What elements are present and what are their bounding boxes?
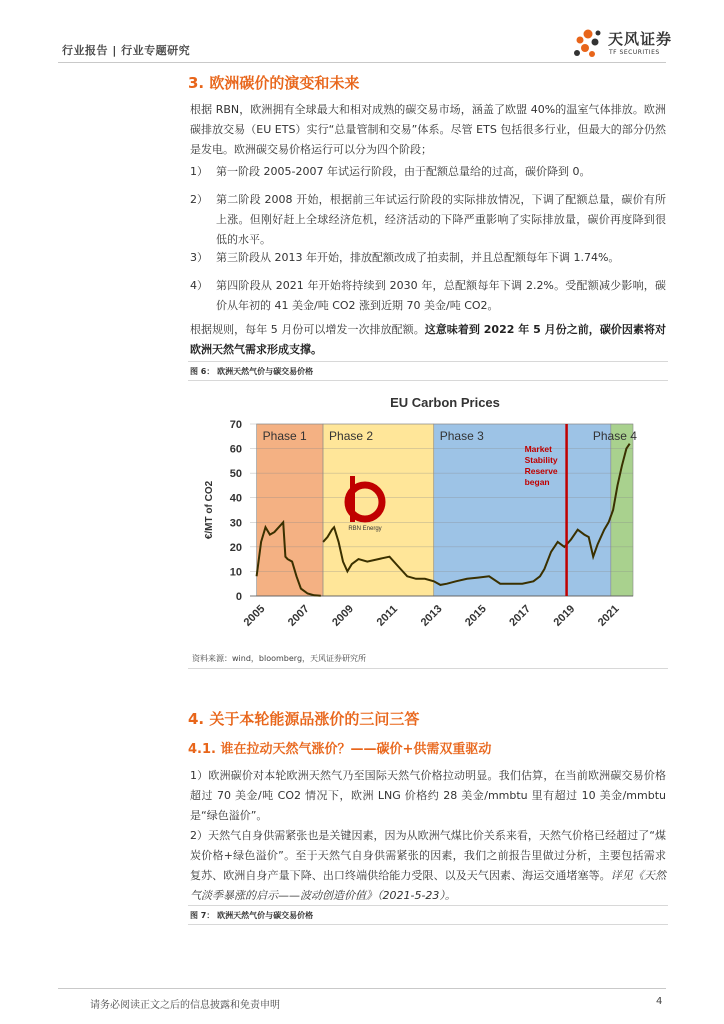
y-tick-label: 20 bbox=[229, 541, 242, 554]
phase-item-number: 1） bbox=[190, 165, 208, 178]
y-tick-label: 70 bbox=[229, 419, 242, 431]
logo-english-name: TF SECURITIES bbox=[609, 49, 660, 56]
phase-band-1 bbox=[257, 424, 323, 596]
header-divider bbox=[58, 62, 666, 63]
phase-label-4: Phase 4 bbox=[592, 429, 637, 443]
paragraph-2-reference: 详见《天然气淡季暴涨的启示——波动创造价值》（2021-5-23）。 bbox=[190, 869, 667, 902]
y-tick-label: 50 bbox=[229, 468, 242, 481]
y-tick-label: 60 bbox=[229, 443, 242, 456]
phase-item-text: 第四阶段从 2021 年开始将持续到 2030 年，总配额每年下调 2.2%。受配额减少影响，碳价从年初的 41 美金/吨 CO2 涨到近期 70 美金/吨 CO2。 bbox=[216, 279, 666, 312]
y-tick-label: 10 bbox=[229, 566, 242, 579]
figure-7-top-rule bbox=[188, 905, 668, 906]
msr-annotation-line: Market bbox=[524, 444, 552, 454]
x-tick-label: 2015 bbox=[463, 602, 489, 629]
phase-item-2 bbox=[190, 190, 666, 250]
y-tick-label: 0 bbox=[235, 591, 242, 603]
chart-title: EU Carbon Prices bbox=[390, 395, 500, 410]
x-tick-label: 2011 bbox=[374, 603, 401, 629]
x-tick-label: 2009 bbox=[330, 602, 356, 629]
section-3-rule-paragraph bbox=[190, 320, 666, 360]
phase-item-text: 第一阶段 2005-2007 年试运行阶段，由于配额总量给的过高，碳价降到 0。 bbox=[216, 165, 591, 178]
x-tick-label: 2017 bbox=[507, 602, 534, 629]
section-3-title: 3. 欧洲碳价的演变和未来 bbox=[188, 74, 360, 92]
phase-item-text: 第三阶段从 2013 年开始，排放配额改成了拍卖制，并且总配额每年下调 1.74%。 bbox=[216, 251, 620, 264]
report-breadcrumb: 行业报告 | 行业专题研究 bbox=[62, 44, 191, 57]
page-number: 4 bbox=[656, 996, 663, 1007]
phase-band-3 bbox=[434, 424, 611, 596]
rule-bold-text: 这意味着到 2022 年 5 月份之前，碳价因素将对欧洲天然气需求形成支撑。 bbox=[190, 323, 666, 356]
watermark-label: RBN Energy bbox=[348, 526, 382, 532]
msr-annotation-line: Reserve bbox=[524, 466, 558, 476]
y-tick-label: 30 bbox=[229, 517, 242, 530]
y-tick-label: 40 bbox=[229, 492, 242, 505]
chart-y-axis-label: €/MT of CO2 bbox=[204, 480, 215, 540]
phase-item-number: 3） bbox=[190, 251, 208, 264]
phase-item-number: 2） bbox=[190, 193, 208, 206]
section-4-1-title: 4.1. 谁在拉动天然气涨价？——碳价+供需双重驱动 bbox=[188, 742, 492, 757]
figure-6-top-rule bbox=[188, 361, 668, 362]
phase-item-number: 4） bbox=[190, 279, 208, 292]
section-4-title: 4. 关于本轮能源品涨价的三问三答 bbox=[188, 710, 420, 728]
phase-label-3: Phase 3 bbox=[439, 429, 484, 443]
footer-disclaimer: 请务必阅读正文之后的信息披露和免责申明 bbox=[90, 1000, 280, 1011]
section-4-paragraph-2 bbox=[190, 826, 666, 906]
x-tick-label: 2007 bbox=[285, 602, 312, 629]
x-tick-label: 2019 bbox=[551, 602, 578, 629]
phase-band-4 bbox=[611, 424, 633, 596]
footer-divider bbox=[58, 988, 666, 989]
x-tick-label: 2021 bbox=[595, 602, 622, 629]
figure-6-caption-rule bbox=[188, 380, 668, 381]
figure-6-caption: 图 6： 欧洲天然气价与碳交易价格 bbox=[190, 367, 314, 376]
figure-7-caption-rule bbox=[188, 924, 668, 925]
paragraph-2-text: 2）天然气自身供需紧张也是关键因素，因为从欧洲气煤比价关系来看，天然气价格已经超过了“煤炭价格+绿色溢价”。至于天然气自身供需紧张的因素，我们之前报告里做过分析，主要包括需求复苏、欧洲自身产量下降、出口终端供给能力受限、以及天气因素、海运交通堵塞等。 bbox=[190, 829, 666, 882]
phase-item-4 bbox=[190, 276, 666, 316]
figure-6-bottom-rule bbox=[188, 668, 668, 669]
x-tick-label: 2005 bbox=[241, 602, 268, 629]
phase-item-3 bbox=[190, 248, 666, 268]
msr-annotation-line: began bbox=[524, 477, 550, 487]
x-tick-label: 2013 bbox=[418, 602, 445, 629]
section-3-intro: 根据 RBN，欧洲拥有全球最大和相对成熟的碳交易市场，涵盖了欧盟 40%的温室气体排放。欧洲碳排放交易（EU ETS）实行“总量管制和交易”体系。尽管 ETS 包括很多行业，但最大的部分仍然是发电。欧洲碳交易价格运行可以分为四个阶段； bbox=[190, 103, 666, 156]
logo-chinese-name: 天风证券 bbox=[608, 30, 673, 48]
phase-item-text: 第二阶段 2008 开始，根据前三年试运行阶段的实际排放情况，下调了配额总量，碳价有所上涨。但刚好赶上全球经济危机，经济活动的下降严重影响了实际排放量，碳价再度降到很低的水平。 bbox=[216, 193, 666, 246]
phase-label-1: Phase 1 bbox=[262, 429, 307, 443]
figure-6-source: 资料来源：wind，bloomberg，天风证券研究所 bbox=[192, 654, 367, 663]
phase-label-2: Phase 2 bbox=[329, 429, 374, 443]
rule-normal-text: 根据规则，每年 5 月份可以增发一次排放配额。 bbox=[190, 323, 425, 336]
section-4-paragraph-1: 1）欧洲碳价对本轮欧洲天然气乃至国际天然气价格拉动明显。我们估算，在当前欧洲碳交易价格超过 70 美金/吨 CO2 情况下，欧洲 LNG 价格约 28 美金/mmbtu 里有超过 10 美金/mmbtu 是“绿色溢价”。 bbox=[190, 769, 666, 822]
phase-item-1 bbox=[190, 162, 666, 182]
figure-7-caption: 图 7： 欧洲天然气价与碳交易价格 bbox=[190, 911, 314, 920]
eu-carbon-price-chart bbox=[190, 382, 660, 644]
msr-annotation-line: Stability bbox=[524, 455, 558, 465]
